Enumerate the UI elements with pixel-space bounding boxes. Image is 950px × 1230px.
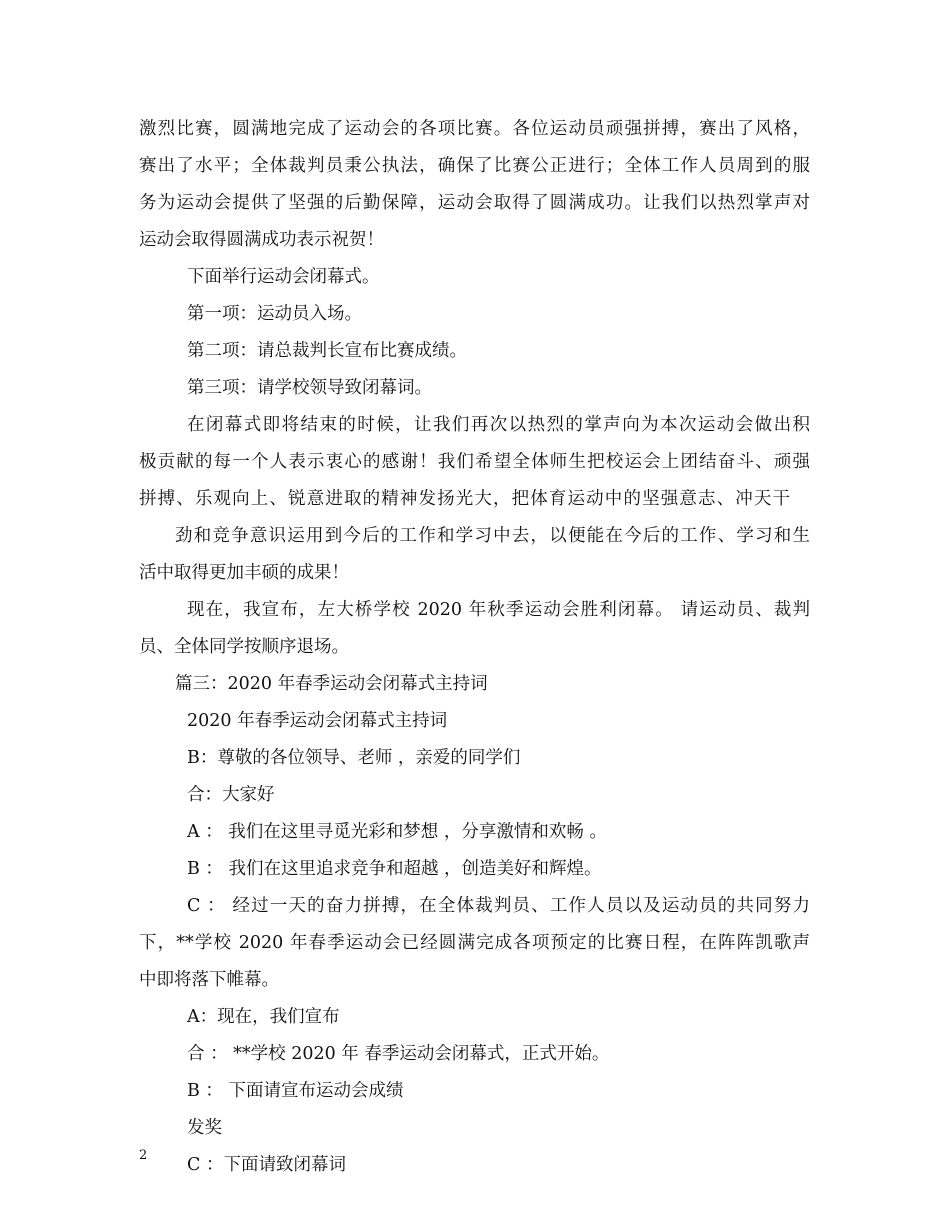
text-line: B ： 下面请宣布运动会成绩 <box>187 1081 404 1101</box>
text-line: C ： 经过一天的奋力拼搏，在全体裁判员、工作人员以及运动员的共同努力 <box>187 896 810 916</box>
text-line: 中即将落下帷幕。 <box>139 970 279 990</box>
text-line: 第三项：请学校领导致闭幕词。 <box>187 378 432 398</box>
text-line: 劲和竞争意识运用到今后的工作和学习中去，以便能在今后的工作、学习和生 <box>175 526 810 546</box>
text-line: C ：下面请致闭幕词 <box>187 1155 346 1175</box>
text-line: A：现在，我们宣布 <box>187 1007 340 1027</box>
text-line: 在闭幕式即将结束的时候，让我们再次以热烈的掌声向为本次运动会做出积 <box>187 415 810 435</box>
text-line: 活中取得更加丰硕的成果！ <box>139 563 349 583</box>
text-line: 运动会取得圆满成功表示祝贺！ <box>139 230 384 250</box>
text-line: 合：大家好 <box>187 785 275 805</box>
page-number: 2 <box>139 1148 148 1163</box>
text-line: 赛出了水平；全体裁判员秉公执法，确保了比赛公正进行；全体工作人员周到的服 <box>139 156 810 176</box>
text-line: 合 ： **学校 2020 年 春季运动会闭幕式，正式开始。 <box>187 1044 610 1064</box>
text-line: 务为运动会提供了坚强的后勤保障，运动会取得了圆满成功。让我们以热烈掌声对 <box>139 193 810 213</box>
text-line: B ： 我们在这里追求竞争和超越 ，创造美好和辉煌。 <box>187 859 602 879</box>
text-line: B：尊敬的各位领导、老师 ，亲爱的同学们 <box>187 748 521 768</box>
text-line: 篇三：2020 年春季运动会闭幕式主持词 <box>175 674 488 694</box>
text-line: 发奖 <box>187 1118 222 1138</box>
text-line: 极贡献的每一个人表示衷心的感谢！我们希望全体师生把校运会上团结奋斗、顽强 <box>139 452 810 472</box>
text-line: 拼搏、乐观向上、锐意进取的精神发扬光大，把体育运动中的坚强意志、冲天干 <box>139 489 790 509</box>
text-line: A ： 我们在这里寻觅光彩和梦想 ，分享激情和欢畅 。 <box>187 822 607 842</box>
text-line: 下面举行运动会闭幕式。 <box>187 267 380 287</box>
text-line: 第二项：请总裁判长宣布比赛成绩。 <box>187 341 467 361</box>
text-line: 2020 年春季运动会闭幕式主持词 <box>187 711 448 731</box>
text-line: 员、全体同学按顺序退场。 <box>139 637 349 657</box>
text-line: 激烈比赛，圆满地完成了运动会的各项比赛。各位运动员顽强拼搏，赛出了风格， <box>139 119 810 139</box>
text-line: 现在，我宣布，左大桥学校 2020 年秋季运动会胜利闭幕。 请运动员、裁判 <box>187 600 810 620</box>
text-line: 下，**学校 2020 年春季运动会已经圆满完成各项预定的比赛日程，在阵阵凯歌声 <box>139 933 810 953</box>
text-line: 第一项：运动员入场。 <box>187 304 362 324</box>
